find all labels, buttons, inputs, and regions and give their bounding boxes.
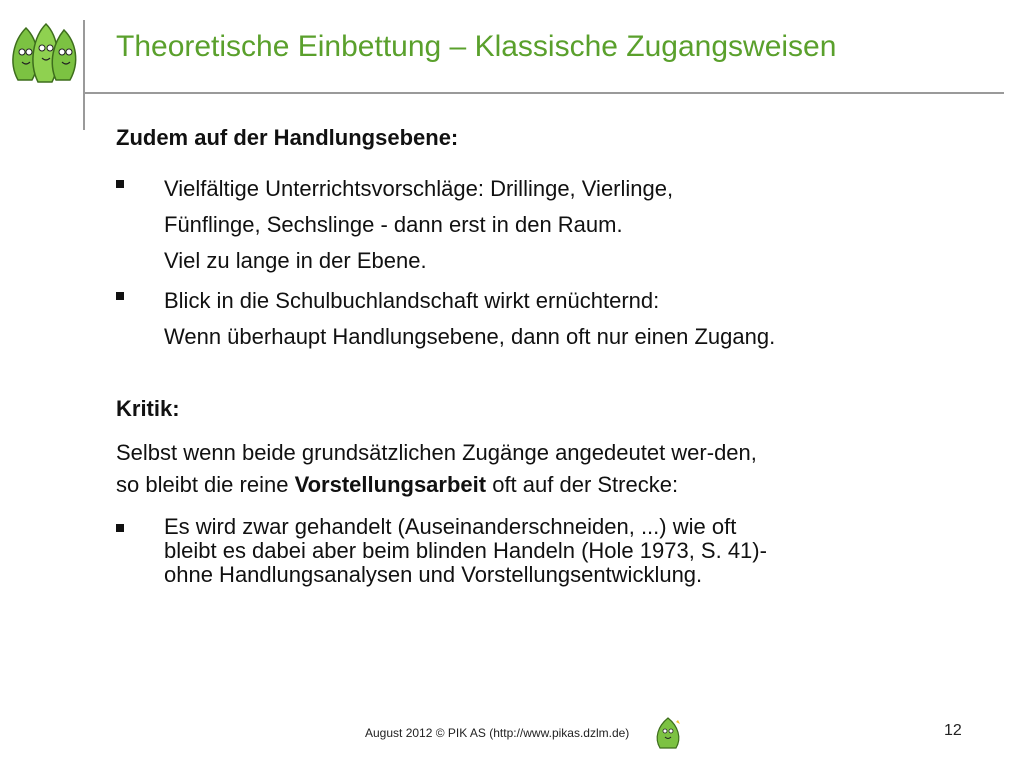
list-item [116, 283, 996, 355]
text-run: so bleibt die reine [116, 472, 295, 498]
slide-title: Theoretische Einbettung – Klassische Zugangsweisen [116, 30, 837, 63]
bullet-list-kritik [116, 515, 996, 587]
square-bullet-icon [116, 524, 124, 532]
bullet-list-handlungsebene [116, 171, 996, 355]
list-item [116, 171, 996, 279]
bullet-line: Fünflinge, Sechslinge - dann erst in den Raum. [164, 211, 623, 237]
bullet-line: ohne Handlungsanalysen und Vorstellungsentwicklung. [164, 562, 703, 588]
bullet-line: Viel zu lange in der Ebene. [164, 247, 427, 273]
bullet-line: bleibt es dabei aber beim blinden Handeln (Hole 1973, S. 41)- [164, 538, 767, 564]
section-heading-handlungsebene: Zudem auf der Handlungsebene: [116, 125, 459, 150]
vertical-rule [83, 20, 85, 130]
kritik-paragraph-line [116, 469, 996, 501]
bullet-line: Vielfältige Unterrichtsvorschläge: Drillinge, Vierlinge, [164, 175, 674, 201]
bullet-line: Wenn überhaupt Handlungsebene, dann oft nur einen Zugang. [164, 323, 776, 349]
bullet-line: Es wird zwar gehandelt (Auseinanderschneiden, ...) wie oft [164, 514, 737, 540]
footer-copyright: August 2012 © PIK AS (http://www.pikas.dzlm.de) [365, 726, 630, 740]
section-heading-kritik: Kritik: [116, 395, 180, 421]
square-bullet-icon [116, 292, 124, 300]
leaf-character-icon [652, 716, 684, 750]
text-run: oft auf der Strecke: [486, 472, 679, 498]
kritik-paragraph-line: Selbst wenn beide grundsätzlichen Zugänge angedeutet wer-den, [116, 440, 757, 466]
bullet-line: Blick in die Schulbuchlandschaft wirkt ernüchternd: [164, 287, 660, 313]
leaf-characters-logo-icon [8, 22, 80, 84]
horizontal-rule [83, 92, 1004, 94]
page-number: 12 [944, 722, 962, 739]
slide-content [116, 124, 996, 587]
list-item [116, 515, 996, 587]
emphasis-vorstellungsarbeit: Vorstellungsarbeit [294, 472, 487, 498]
square-bullet-icon [116, 180, 124, 188]
